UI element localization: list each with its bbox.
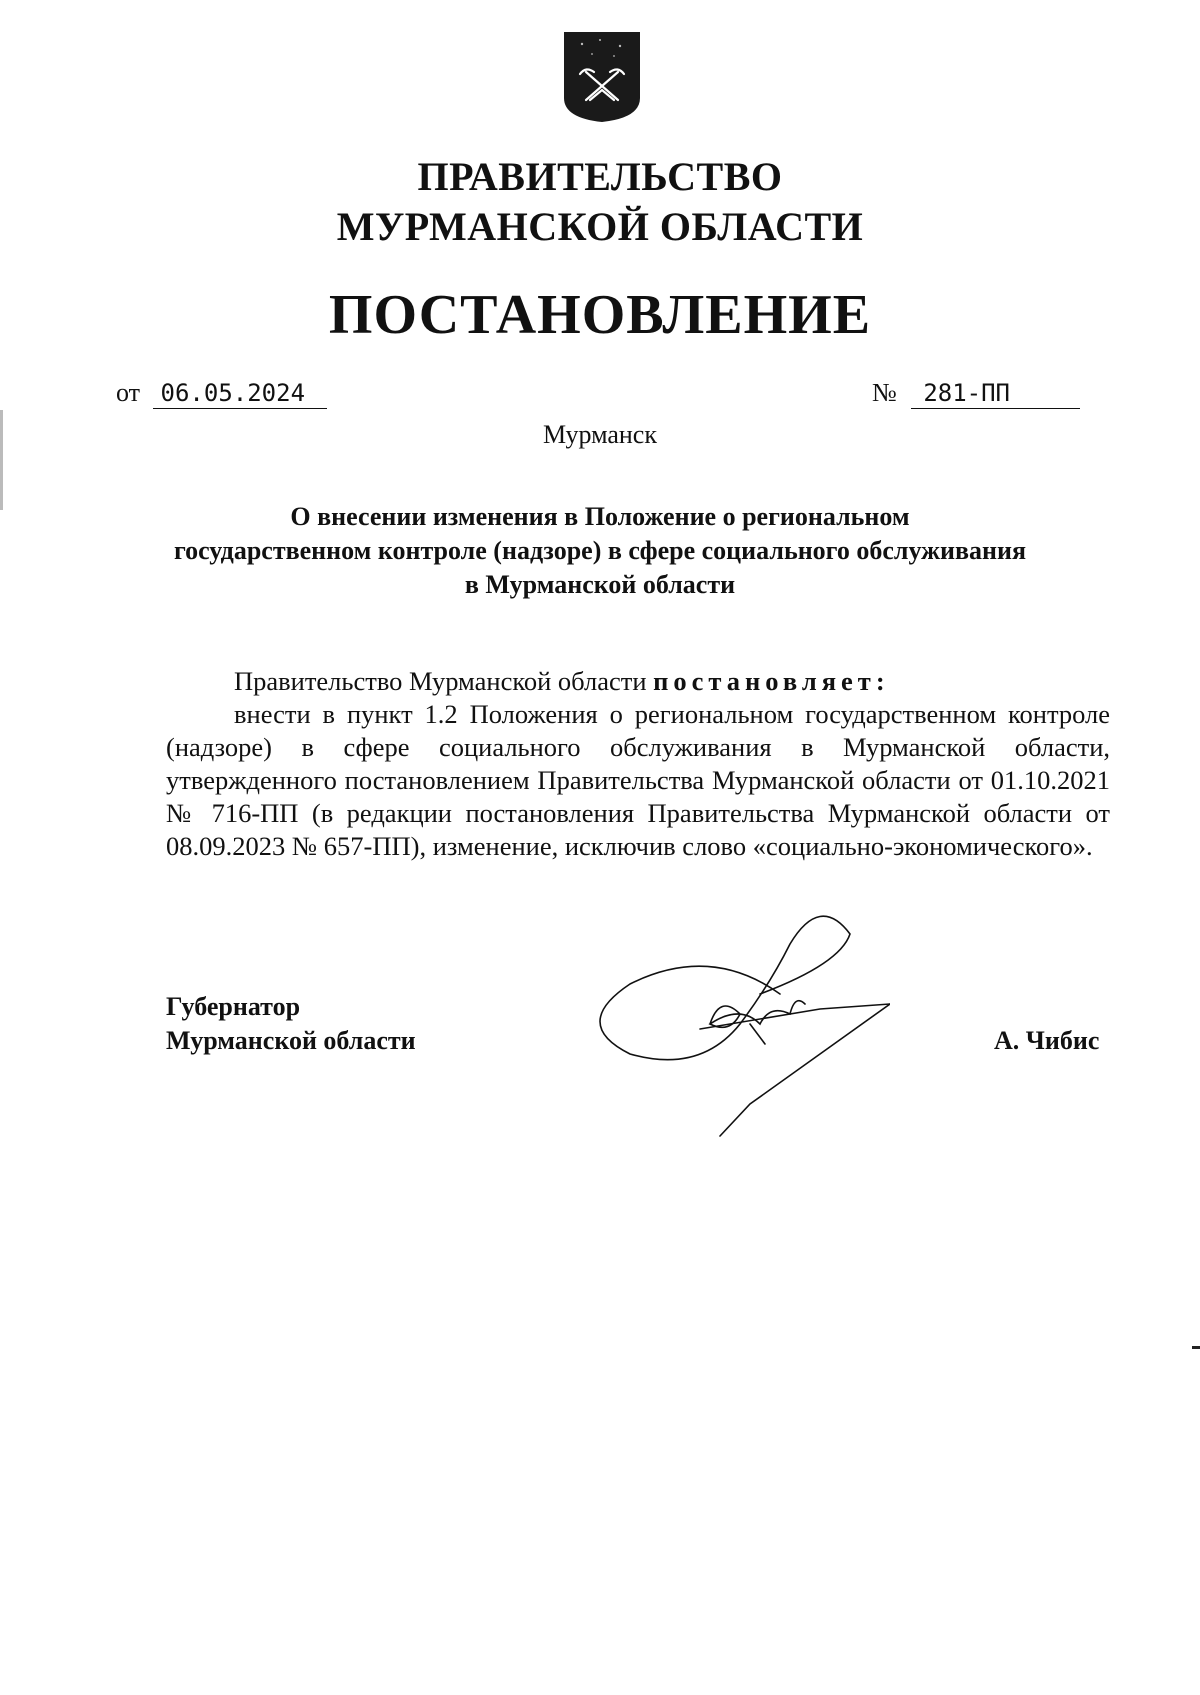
issuer-line-1: ПРАВИТЕЛЬСТВО bbox=[417, 154, 783, 199]
subject-line-1: О внесении изменения в Положение о региональном bbox=[290, 502, 910, 531]
subject-line-2: государственном контроле (надзоре) в сфере социального обслуживания bbox=[173, 536, 1027, 565]
number-prefix: № bbox=[872, 378, 897, 407]
document-subject bbox=[150, 500, 1050, 602]
resolves-word: постановляет: bbox=[653, 666, 890, 696]
signatory-position bbox=[166, 990, 416, 1058]
document-date bbox=[116, 378, 327, 409]
city-name: Мурманск bbox=[543, 420, 657, 449]
scan-edge-mark bbox=[1192, 1346, 1200, 1349]
intro-text: Правительство Мурманской области bbox=[234, 666, 654, 696]
issuer-line-2: МУРМАНСКОЙ ОБЛАСТИ bbox=[336, 204, 864, 249]
position-line-1: Губернатор bbox=[166, 992, 301, 1021]
date-value: 06.05.2024 bbox=[153, 378, 328, 409]
document-type-title: ПОСТАНОВЛЕНИЕ bbox=[328, 284, 872, 346]
number-value: 281-ПП bbox=[911, 378, 1080, 409]
coat-of-arms-icon bbox=[560, 28, 644, 124]
document-body bbox=[166, 665, 1110, 863]
scan-edge-mark bbox=[0, 410, 3, 510]
date-prefix: от bbox=[116, 378, 141, 407]
resolution-intro bbox=[166, 665, 1110, 698]
document-number bbox=[872, 378, 1080, 409]
signatory-name: А. Чибис bbox=[994, 1026, 1100, 1055]
issuer-heading bbox=[0, 152, 1200, 252]
position-line-2: Мурманской области bbox=[166, 1026, 416, 1055]
subject-line-3: в Мурманской области bbox=[464, 570, 736, 599]
handwritten-signature-icon bbox=[590, 904, 890, 1144]
resolution-paragraph: внести в пункт 1.2 Положения о региональном государственном контроле (надзоре) в сфере социального обслуживания в Мурманской области, утвержденного постановлением Правительства Мурманской области от 01.10.2021 № 716-ПП (в редакции постановления Правительства Мурманской области от 08.09.2023 № 657-ПП), изменение, исключив слово «социально-экономического». bbox=[166, 699, 1110, 861]
